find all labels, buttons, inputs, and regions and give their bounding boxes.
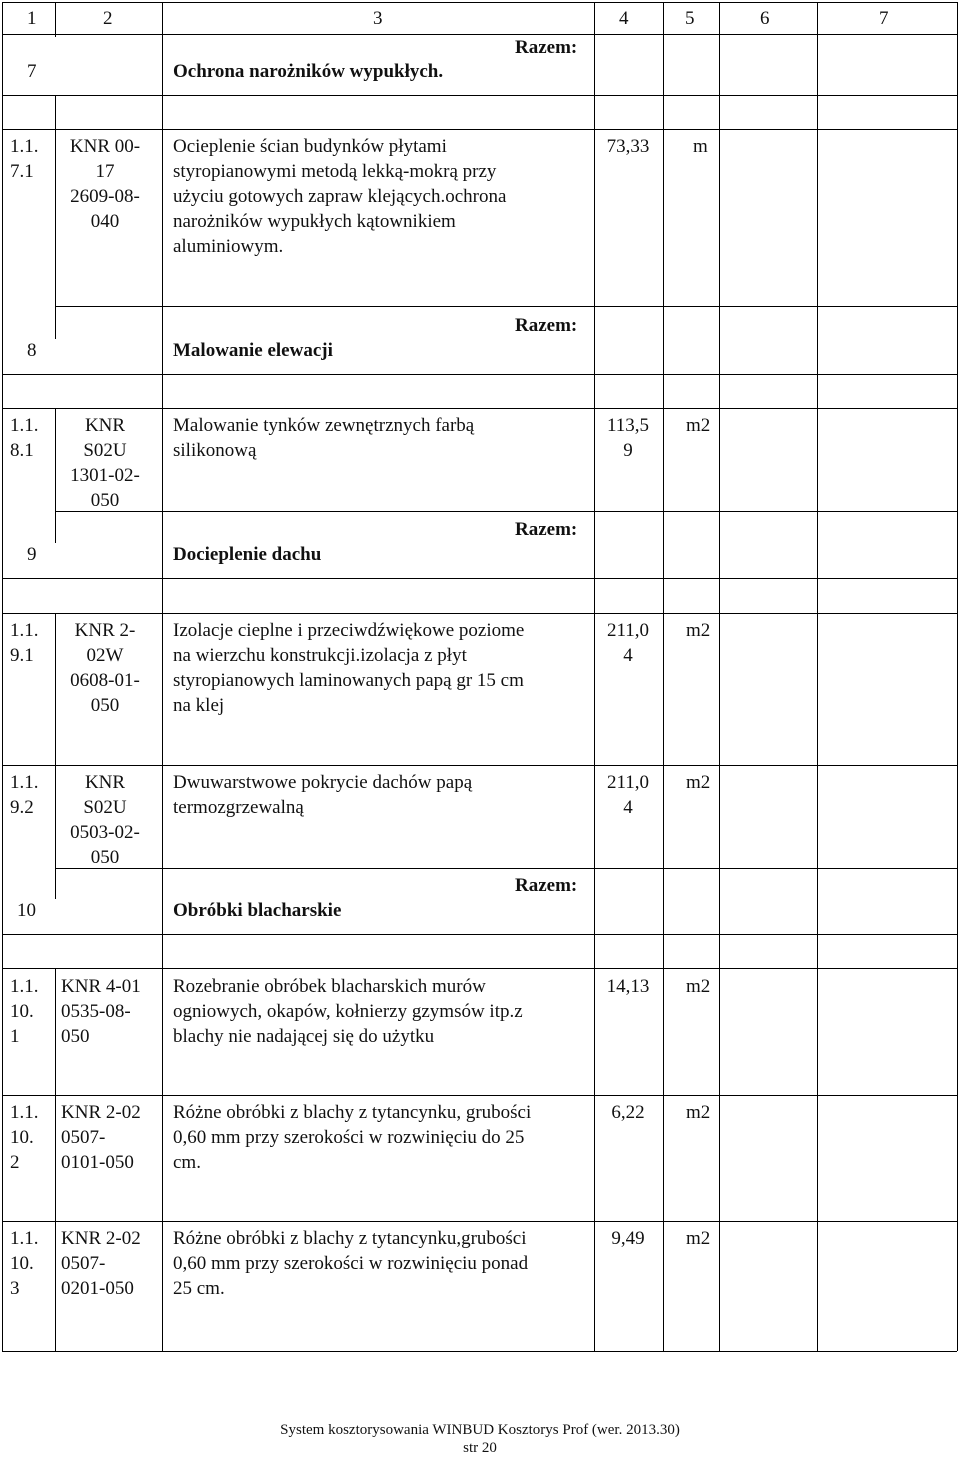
section-number: 9 [27, 544, 37, 565]
item-code: KNR 4-01 0535-08- 050 [61, 976, 141, 1047]
item-quantity: 211,0 4 [606, 620, 650, 666]
item-quantity: 73,33 [606, 136, 650, 157]
item-unit: m2 [686, 772, 711, 793]
section-number: 8 [27, 340, 37, 361]
item-unit: m2 [686, 1102, 711, 1123]
section-number: 10 [17, 900, 36, 921]
item-unit: m2 [686, 1228, 711, 1249]
item-unit: m2 [686, 620, 711, 641]
header-col-6: 6 [760, 8, 770, 29]
razem-label: Razem: [515, 875, 578, 896]
header-col-5: 5 [685, 8, 695, 29]
section-number: 7 [27, 61, 37, 82]
item-description: Różne obróbki z blachy z tytancynku, grubości 0,60 mm przy szerokości w rozwinięciu do 25 cm. [173, 1102, 532, 1173]
item-unit: m [693, 136, 708, 157]
item-code: KNR 2-02 0507- 0101-050 [61, 1102, 141, 1173]
item-lp: 1.1. 10. 1 [10, 976, 39, 1047]
section-title: Obróbki blacharskie [173, 900, 342, 921]
item-code: KNR 2- 02W 0608-01- 050 [70, 620, 140, 716]
item-description: Różne obróbki z blachy z tytancynku,grubości 0,60 mm przy szerokości w rozwinięciu ponad 25 cm. [173, 1228, 529, 1299]
item-quantity: 6,22 [611, 1102, 645, 1123]
header-col-2: 2 [103, 8, 113, 29]
item-description: Izolacje cieplne i przeciwdźwiękowe poziome na wierzchu konstrukcji.izolacja z płyt styropianowych laminowanych papą gr 15 cm na klej [173, 620, 525, 716]
item-code: KNR 00- 17 2609-08- 040 [69, 136, 141, 232]
item-quantity: 14,13 [606, 976, 650, 997]
item-lp: 1.1. 10. 3 [10, 1228, 39, 1299]
item-code: KNR S02U 0503-02- 050 [70, 772, 140, 868]
razem-label: Razem: [515, 519, 578, 540]
item-quantity: 211,0 4 [606, 772, 650, 818]
item-quantity: 9,49 [611, 1228, 645, 1249]
section-title: Malowanie elewacji [173, 340, 333, 361]
item-lp: 1.1. 9.2 [10, 772, 39, 818]
razem-label: Razem: [515, 37, 578, 58]
header-col-7: 7 [879, 8, 889, 29]
header-col-1: 1 [27, 8, 37, 29]
item-unit: m2 [686, 415, 711, 436]
item-quantity: 113,5 9 [606, 415, 650, 461]
item-description: Malowanie tynków zewnętrznych farbą silikonową [173, 415, 475, 461]
footer-page-number: str 20 [463, 1440, 497, 1456]
razem-label: Razem: [515, 315, 578, 336]
item-lp: 1.1. 9.1 [10, 620, 39, 666]
item-description: Rozebranie obróbek blacharskich murów ogniowych, okapów, kołnierzy gzymsów itp.z blachy nie nadającej się do użytku [173, 976, 523, 1047]
item-description: Ocieplenie ścian budynków płytami styropianowymi metodą lekką-mokrą przy użyciu gotowych zapraw klejących.ochrona narożników wypukłych kątownikiem aluminiowym. [173, 136, 507, 257]
item-code: KNR 2-02 0507- 0201-050 [61, 1228, 141, 1299]
section-title: Docieplenie dachu [173, 544, 322, 565]
item-lp: 1.1. 8.1 [10, 415, 39, 461]
item-unit: m2 [686, 976, 711, 997]
item-description: Dwuwarstwowe pokrycie dachów papą termozgrzewalną [173, 772, 473, 818]
header-col-4: 4 [619, 8, 629, 29]
section-title: Ochrona narożników wypukłych. [173, 61, 444, 82]
footer-software-label: System kosztorysowania WINBUD Kosztorys Prof (wer. 2013.30) [280, 1422, 680, 1438]
header-col-3: 3 [373, 8, 383, 29]
item-lp: 1.1. 7.1 [10, 136, 39, 182]
item-code: KNR S02U 1301-02- 050 [70, 415, 140, 511]
item-lp: 1.1. 10. 2 [10, 1102, 39, 1173]
